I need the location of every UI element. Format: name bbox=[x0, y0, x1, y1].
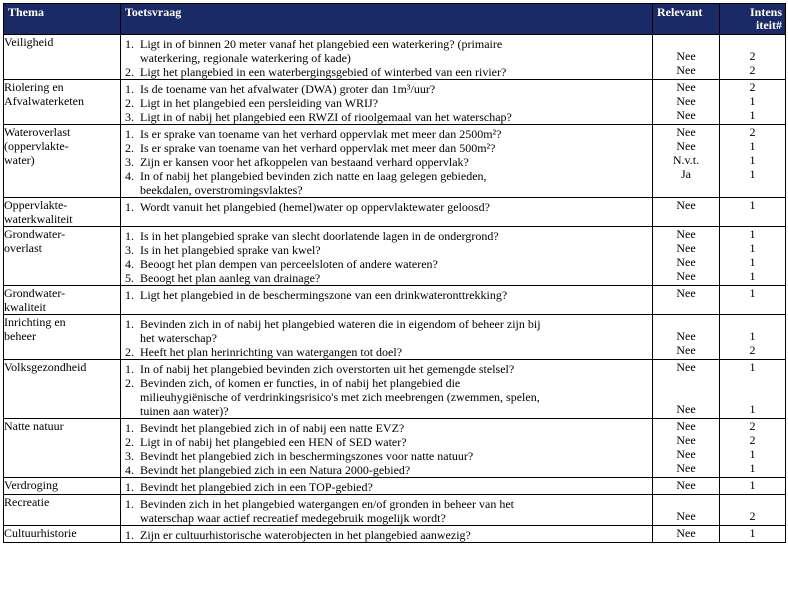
relevant-cell bbox=[653, 286, 720, 315]
relevant-cell bbox=[653, 198, 720, 227]
question-text-line: waterschap waar actief recreatief medegebruik mogelijk wordt? bbox=[140, 511, 446, 525]
relevant-cell bbox=[653, 80, 720, 125]
theme-label: Afvalwaterketen bbox=[4, 94, 84, 108]
water-assessment-table bbox=[3, 3, 786, 543]
question-text-line: Ligt in of nabij het plangebied een HEN of SED water? bbox=[140, 435, 407, 449]
table-row bbox=[4, 227, 786, 286]
relevant-value: Nee bbox=[676, 255, 696, 269]
relevant-value: Nee bbox=[676, 286, 696, 300]
question-item bbox=[121, 376, 652, 418]
question-text bbox=[140, 528, 652, 542]
theme-cell bbox=[4, 360, 121, 419]
intensity-value: 1 bbox=[749, 139, 756, 153]
question-text bbox=[140, 110, 652, 124]
question-number: 2. bbox=[125, 141, 134, 155]
theme-label: Verdroging bbox=[4, 478, 58, 492]
question-text bbox=[140, 82, 652, 96]
relevant-cell bbox=[653, 35, 720, 80]
relevant-value: Nee bbox=[676, 447, 696, 461]
question-text-line: Bevindt het plangebied zich in beschermingszones voor natte natuur? bbox=[140, 449, 474, 463]
theme-label: Recreatie bbox=[4, 495, 50, 509]
intensity-value: 1 bbox=[749, 286, 756, 300]
intensity-cell bbox=[720, 80, 786, 125]
table-row bbox=[4, 495, 786, 526]
question-item bbox=[121, 65, 652, 79]
theme-cell bbox=[4, 526, 121, 543]
theme-label: Cultuurhistorie bbox=[4, 526, 77, 540]
relevant-value: Nee bbox=[676, 198, 696, 212]
question-number: 3. bbox=[125, 449, 134, 463]
relevant-cell bbox=[653, 526, 720, 543]
theme-label: Veiligheid bbox=[4, 35, 54, 49]
question-text bbox=[140, 243, 652, 257]
question-item bbox=[121, 480, 652, 494]
question-number: 3. bbox=[125, 243, 134, 257]
theme-label: Natte natuur bbox=[4, 419, 64, 433]
question-text bbox=[140, 376, 652, 418]
question-text bbox=[140, 271, 652, 285]
header-intensiteit bbox=[720, 4, 786, 35]
question-item bbox=[121, 141, 652, 155]
question-text bbox=[140, 345, 652, 359]
question-number: 1. bbox=[125, 82, 134, 96]
relevant-value: Nee bbox=[676, 329, 696, 343]
intensity-cell bbox=[720, 495, 786, 526]
question-number: 2. bbox=[125, 65, 134, 79]
question-item bbox=[121, 110, 652, 124]
question-item bbox=[121, 37, 652, 65]
question-number: 2. bbox=[125, 96, 134, 110]
theme-cell bbox=[4, 80, 121, 125]
question-cell bbox=[121, 419, 653, 478]
question-text-line: milieuhygiënische of verdrinkingsrisico's met zich meebrengen (zwemmen, spelen, bbox=[140, 390, 540, 404]
theme-label: Inrichting en bbox=[4, 315, 66, 329]
question-text-line: Ligt het plangebied in een waterbergingsgebied of winterbed van een rivier? bbox=[140, 65, 507, 79]
question-cell bbox=[121, 198, 653, 227]
question-item bbox=[121, 169, 652, 197]
intensity-cell bbox=[720, 286, 786, 315]
question-item bbox=[121, 229, 652, 243]
question-item bbox=[121, 243, 652, 257]
theme-cell bbox=[4, 125, 121, 198]
table-row bbox=[4, 125, 786, 198]
question-item bbox=[121, 155, 652, 169]
question-text-line: Is er sprake van toename van het verhard oppervlak met meer dan 500m²? bbox=[140, 141, 496, 155]
intensity-value: 1 bbox=[749, 241, 756, 255]
question-text bbox=[140, 169, 652, 197]
theme-label: Wateroverlast bbox=[4, 125, 71, 139]
relevant-value: Nee bbox=[676, 63, 696, 77]
question-text-line: Bevinden zich, of komen er functies, in of nabij het plangebied die bbox=[140, 376, 461, 390]
question-text-line: Bevindt het plangebied zich in of nabij een natte EVZ? bbox=[140, 421, 405, 435]
header-intensiteit-line2: iteit# bbox=[756, 18, 782, 32]
question-text-line: Wordt vanuit het plangebied (hemel)water op oppervlaktewater geloosd? bbox=[140, 200, 490, 214]
question-item bbox=[121, 528, 652, 542]
question-item bbox=[121, 345, 652, 359]
theme-label: kwaliteit bbox=[4, 300, 46, 314]
theme-cell bbox=[4, 315, 121, 360]
question-text bbox=[140, 435, 652, 449]
question-text bbox=[140, 449, 652, 463]
relevant-cell bbox=[653, 360, 720, 419]
relevant-value: Nee bbox=[676, 125, 696, 139]
intensity-cell bbox=[720, 526, 786, 543]
question-cell bbox=[121, 227, 653, 286]
intensity-value: 2 bbox=[749, 509, 756, 523]
question-text bbox=[140, 155, 652, 169]
theme-label: overlast bbox=[4, 241, 42, 255]
intensity-value: 1 bbox=[749, 478, 756, 492]
question-item bbox=[121, 463, 652, 477]
question-item bbox=[121, 288, 652, 302]
question-number: 1. bbox=[125, 288, 134, 302]
question-number: 1. bbox=[125, 229, 134, 243]
table-row bbox=[4, 80, 786, 125]
question-text-line: Is er sprake van toename van het verhard oppervlak met meer dan 2500m²? bbox=[140, 127, 502, 141]
question-text-line: In of nabij het plangebied bevinden zich overstorten uit het gemengde stelsel? bbox=[140, 362, 515, 376]
question-number: 1. bbox=[125, 362, 134, 376]
question-text bbox=[140, 362, 652, 376]
question-number: 4. bbox=[125, 169, 134, 183]
theme-label: (oppervlakte- bbox=[4, 139, 69, 153]
table-row bbox=[4, 35, 786, 80]
intensity-value: 1 bbox=[749, 526, 756, 540]
theme-label: Oppervlakte- bbox=[4, 198, 68, 212]
question-item bbox=[121, 449, 652, 463]
intensity-value: 1 bbox=[749, 227, 756, 241]
intensity-cell bbox=[720, 125, 786, 198]
theme-label: Grondwater- bbox=[4, 227, 66, 241]
question-text-line: tuinen aan water)? bbox=[140, 404, 229, 418]
question-cell bbox=[121, 478, 653, 495]
theme-cell bbox=[4, 495, 121, 526]
relevant-value: Nee bbox=[676, 433, 696, 447]
question-text bbox=[140, 497, 652, 525]
question-text bbox=[140, 288, 652, 302]
question-cell bbox=[121, 526, 653, 543]
question-text bbox=[140, 480, 652, 494]
header-toetsvraag: Toetsvraag bbox=[121, 4, 653, 35]
question-text bbox=[140, 127, 652, 141]
question-cell bbox=[121, 286, 653, 315]
intensity-value: 2 bbox=[749, 125, 756, 139]
intensity-value: 1 bbox=[749, 461, 756, 475]
intensity-cell bbox=[720, 419, 786, 478]
question-text bbox=[140, 257, 652, 271]
intensity-value: 2 bbox=[749, 63, 756, 77]
intensity-cell bbox=[720, 315, 786, 360]
question-cell bbox=[121, 315, 653, 360]
theme-cell bbox=[4, 419, 121, 478]
relevant-cell bbox=[653, 419, 720, 478]
relevant-cell bbox=[653, 125, 720, 198]
intensity-cell bbox=[720, 478, 786, 495]
relevant-value: Nee bbox=[676, 419, 696, 433]
question-text-line: Is in het plangebied sprake van slecht doorlatende lagen in de ondergrond? bbox=[140, 229, 499, 243]
question-item bbox=[121, 257, 652, 271]
header-intensiteit-line1: Intens bbox=[749, 5, 782, 19]
header-thema: Thema bbox=[4, 4, 121, 35]
theme-cell bbox=[4, 286, 121, 315]
theme-label: Riolering en bbox=[4, 80, 64, 94]
question-item bbox=[121, 127, 652, 141]
relevant-value: Nee bbox=[676, 461, 696, 475]
intensity-value: 1 bbox=[749, 167, 756, 181]
question-text-line: Beoogt het plan aanleg van drainage? bbox=[140, 271, 321, 285]
intensity-value: 2 bbox=[749, 343, 756, 357]
table-row bbox=[4, 198, 786, 227]
question-number: 2. bbox=[125, 376, 134, 390]
relevant-value: Nee bbox=[676, 509, 696, 523]
question-text bbox=[140, 37, 652, 65]
question-text bbox=[140, 421, 652, 435]
question-text-line: Bevinden zich in het plangebied watergangen en/of gronden in beheer van het bbox=[140, 497, 514, 511]
question-cell bbox=[121, 495, 653, 526]
relevant-value: Nee bbox=[676, 227, 696, 241]
intensity-value: 2 bbox=[749, 419, 756, 433]
question-item bbox=[121, 497, 652, 525]
question-number: 1. bbox=[125, 127, 134, 141]
theme-label: Grondwater- bbox=[4, 286, 66, 300]
question-number: 4. bbox=[125, 257, 134, 271]
intensity-cell bbox=[720, 360, 786, 419]
relevant-value: Nee bbox=[676, 139, 696, 153]
intensity-value: 1 bbox=[749, 198, 756, 212]
intensity-cell bbox=[720, 35, 786, 80]
relevant-value: Nee bbox=[676, 94, 696, 108]
theme-cell bbox=[4, 198, 121, 227]
question-cell bbox=[121, 360, 653, 419]
table-body bbox=[4, 35, 786, 543]
theme-label: beheer bbox=[4, 329, 36, 343]
question-text-line: Ligt in of binnen 20 meter vanaf het plangebied een waterkering? (primaire bbox=[140, 37, 503, 51]
question-text-line: Bevinden zich in of nabij het plangebied wateren die in eigendom of beheer zijn bij bbox=[140, 317, 541, 331]
question-text-line: Beoogt het plan dempen van perceelsloten of andere wateren? bbox=[140, 257, 438, 271]
header-relevant: Relevant bbox=[653, 4, 720, 35]
question-text-line: Is de toename van het afvalwater (DWA) groter dan 1m³/uur? bbox=[140, 82, 436, 96]
question-number: 1. bbox=[125, 528, 134, 542]
question-text-line: Ligt in of nabij het plangebied een RWZI of rioolgemaal van het waterschap? bbox=[140, 110, 512, 124]
question-text-line: Zijn er cultuurhistorische waterobjecten in het plangebied aanwezig? bbox=[140, 528, 471, 542]
question-text-line: Is in het plangebied sprake van kwel? bbox=[140, 243, 321, 257]
relevant-value: N.v.t. bbox=[672, 153, 700, 167]
intensity-value: 1 bbox=[749, 360, 756, 374]
table-row bbox=[4, 315, 786, 360]
table-row bbox=[4, 478, 786, 495]
question-number: 2. bbox=[125, 435, 134, 449]
question-number: 1. bbox=[125, 37, 134, 51]
theme-cell bbox=[4, 35, 121, 80]
question-text-line: het waterschap? bbox=[140, 331, 217, 345]
theme-cell bbox=[4, 227, 121, 286]
question-text bbox=[140, 96, 652, 110]
relevant-value: Nee bbox=[676, 360, 696, 374]
intensity-value: 1 bbox=[749, 402, 756, 416]
relevant-value: Nee bbox=[676, 478, 696, 492]
question-number: 1. bbox=[125, 200, 134, 214]
question-cell bbox=[121, 125, 653, 198]
relevant-value: Nee bbox=[676, 241, 696, 255]
question-text-line: Ligt het plangebied in de beschermingszone van een drinkwateronttrekking? bbox=[140, 288, 508, 302]
relevant-cell bbox=[653, 495, 720, 526]
question-text-line: beekdalen, overstromingsvlaktes? bbox=[140, 183, 303, 197]
intensity-value: 2 bbox=[749, 80, 756, 94]
relevant-cell bbox=[653, 478, 720, 495]
table-row bbox=[4, 419, 786, 478]
relevant-cell bbox=[653, 315, 720, 360]
intensity-value: 1 bbox=[749, 108, 756, 122]
intensity-cell bbox=[720, 198, 786, 227]
question-text bbox=[140, 65, 652, 79]
intensity-value: 1 bbox=[749, 269, 756, 283]
question-text-line: Zijn er kansen voor het afkoppelen van bestaand verhard oppervlak? bbox=[140, 155, 469, 169]
question-text bbox=[140, 463, 652, 477]
question-item bbox=[121, 271, 652, 285]
intensity-value: 1 bbox=[749, 447, 756, 461]
question-item bbox=[121, 421, 652, 435]
question-text-line: Bevindt het plangebied zich in een Natura 2000-gebied? bbox=[140, 463, 411, 477]
question-item bbox=[121, 96, 652, 110]
intensity-value: 2 bbox=[749, 49, 756, 63]
relevant-value: Nee bbox=[676, 269, 696, 283]
header-row bbox=[4, 4, 786, 35]
question-text bbox=[140, 229, 652, 243]
question-item bbox=[121, 362, 652, 376]
question-text bbox=[140, 200, 652, 214]
relevant-value: Nee bbox=[676, 49, 696, 63]
question-number: 1. bbox=[125, 480, 134, 494]
table-row bbox=[4, 286, 786, 315]
question-text-line: waterkering, regionale waterkering of kade) bbox=[140, 51, 351, 65]
question-text-line: Bevindt het plangebied zich in een TOP-gebied? bbox=[140, 480, 373, 494]
question-number: 1. bbox=[125, 317, 134, 331]
relevant-value: Nee bbox=[676, 80, 696, 94]
intensity-value: 2 bbox=[749, 433, 756, 447]
intensity-value: 1 bbox=[749, 94, 756, 108]
relevant-value: Nee bbox=[676, 343, 696, 357]
question-cell bbox=[121, 80, 653, 125]
question-item bbox=[121, 317, 652, 345]
question-text bbox=[140, 317, 652, 345]
question-number: 5. bbox=[125, 271, 134, 285]
theme-label: water) bbox=[4, 153, 35, 167]
relevant-value: Nee bbox=[676, 108, 696, 122]
question-number: 3. bbox=[125, 155, 134, 169]
question-number: 3. bbox=[125, 110, 134, 124]
question-item bbox=[121, 200, 652, 214]
question-cell bbox=[121, 35, 653, 80]
intensity-cell bbox=[720, 227, 786, 286]
question-number: 1. bbox=[125, 421, 134, 435]
question-number: 2. bbox=[125, 345, 134, 359]
question-text bbox=[140, 141, 652, 155]
table-row bbox=[4, 360, 786, 419]
relevant-value: Nee bbox=[676, 402, 696, 416]
question-item bbox=[121, 82, 652, 96]
table-row bbox=[4, 526, 786, 543]
question-text-line: Heeft het plan herinrichting van watergangen tot doel? bbox=[140, 345, 403, 359]
relevant-value: Nee bbox=[676, 526, 696, 540]
question-number: 4. bbox=[125, 463, 134, 477]
question-item bbox=[121, 435, 652, 449]
theme-label: waterkwaliteit bbox=[4, 212, 73, 226]
intensity-value: 1 bbox=[749, 329, 756, 343]
relevant-value: Ja bbox=[681, 167, 691, 181]
theme-cell bbox=[4, 478, 121, 495]
question-text-line: Ligt in het plangebied een persleiding van WRIJ? bbox=[140, 96, 379, 110]
intensity-value: 1 bbox=[749, 255, 756, 269]
intensity-value: 1 bbox=[749, 153, 756, 167]
question-text-line: In of nabij het plangebied bevinden zich natte en laag gelegen gebieden, bbox=[140, 169, 487, 183]
theme-label: Volksgezondheid bbox=[4, 360, 87, 374]
question-number: 1. bbox=[125, 497, 134, 511]
relevant-cell bbox=[653, 227, 720, 286]
